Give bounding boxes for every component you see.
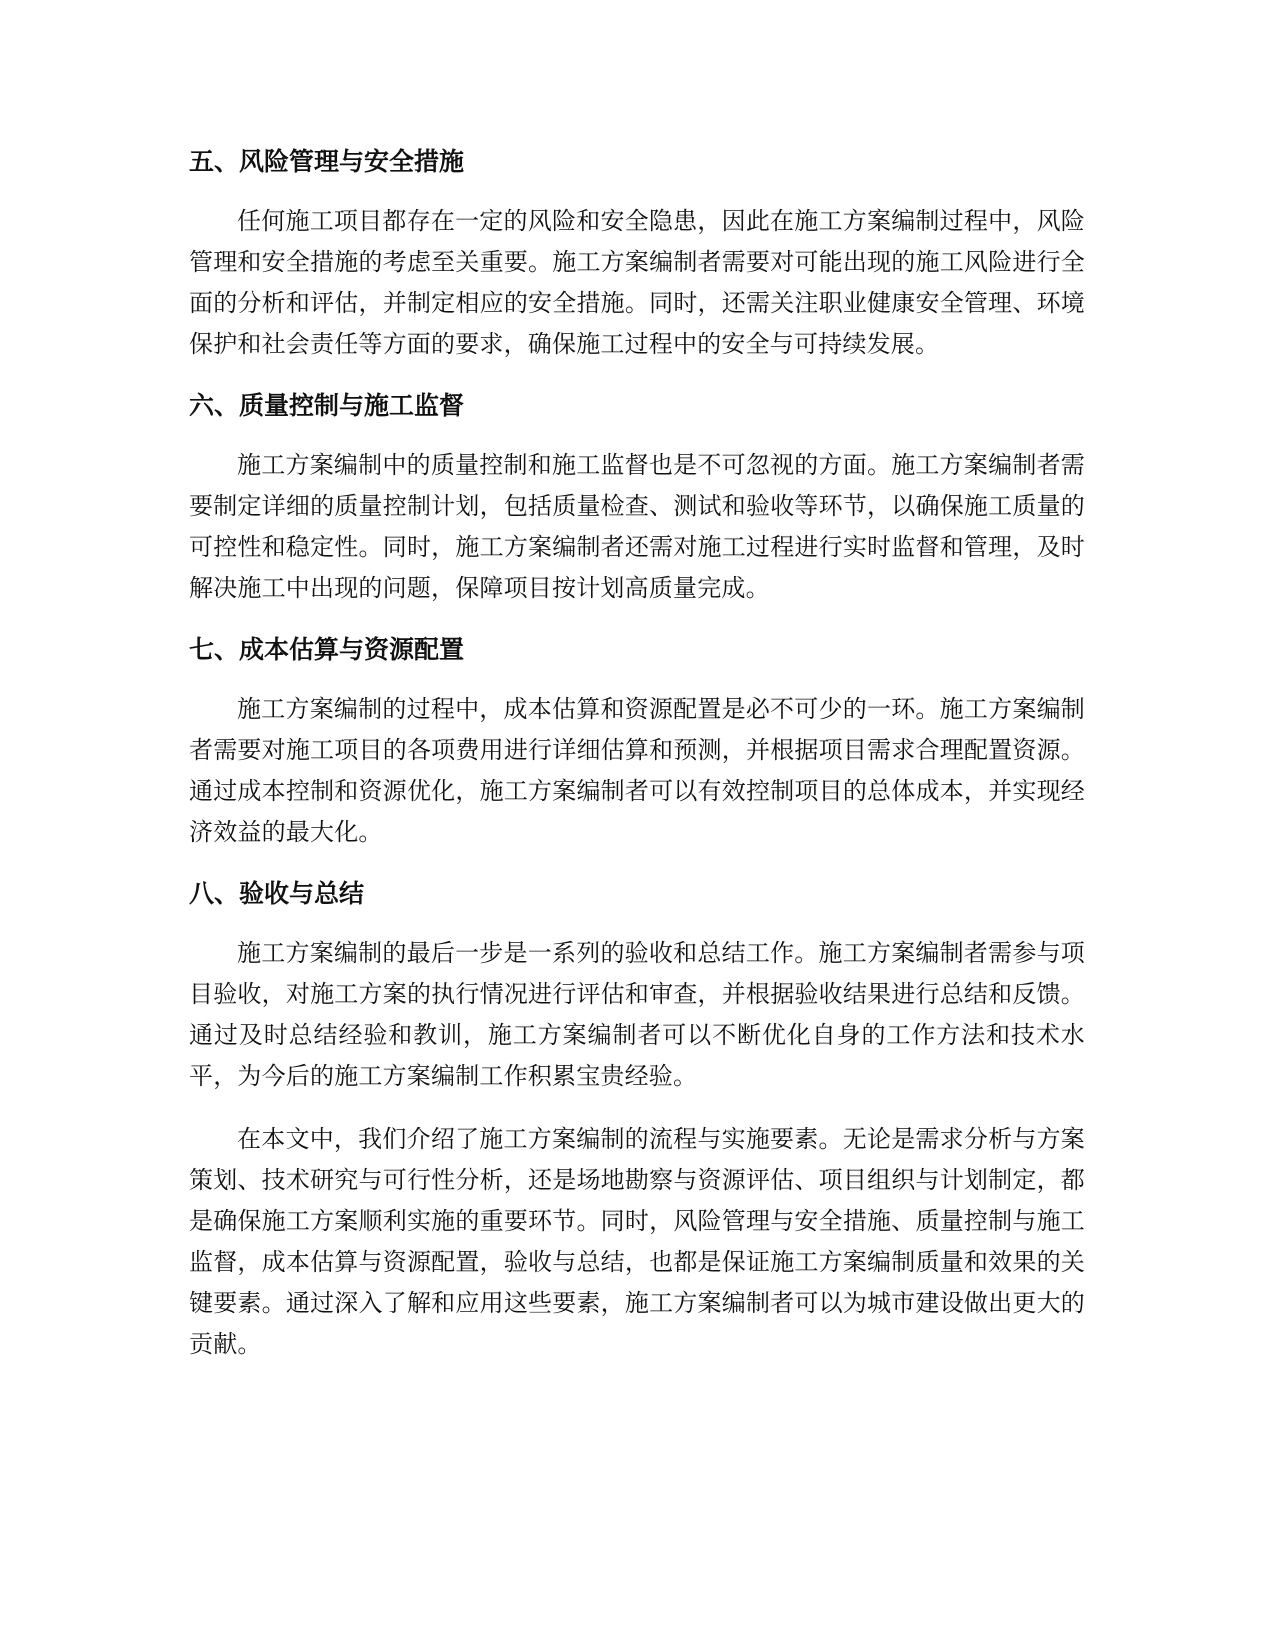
section-heading: 五、风险管理与安全措施 [189, 147, 465, 176]
section-heading: 六、质量控制与施工监督 [189, 391, 465, 420]
conclusion-paragraph: 在本文中，我们介绍了施工方案编制的流程与实施要素。无论是需求分析与方案策划、技术研究与可行性分析，还是场地勘察与资源评估、项目组织与计划制定，都是确保施工方案顺利实施的重要环节。同时，风险管理与安全措施、质量控制与施工监督，成本估算与资源配置，验收与总结，也都是保证施工方案编制质量和效果的关键要素。通过深入了解和应用这些要素，施工方案编制者可以为城市建设做出更大的贡献。 [189, 1125, 1085, 1358]
section-paragraph: 施工方案编制的过程中，成本估算和资源配置是必不可少的一环。施工方案编制者需要对施工项目的各项费用进行详细估算和预测，并根据项目需求合理配置资源。通过成本控制和资源优化，施工方案编制者可以有效控制项目的总体成本，并实现经济效益的最大化。 [189, 695, 1085, 846]
section-acceptance-summary [189, 875, 1085, 1097]
section-quality-control [189, 387, 1085, 609]
section-risk-management [189, 143, 1085, 365]
section-paragraph: 施工方案编制中的质量控制和施工监督也是不可忽视的方面。施工方案编制者需要制定详细的质量控制计划，包括质量检查、测试和验收等环节，以确保施工质量的可控性和稳定性。同时，施工方案编制者还需对施工过程进行实时监督和管理，及时解决施工中出现的问题，保障项目按计划高质量完成。 [189, 451, 1085, 602]
section-paragraph: 施工方案编制的最后一步是一系列的验收和总结工作。施工方案编制者需参与项目验收，对施工方案的执行情况进行评估和审查，并根据验收结果进行总结和反馈。通过及时总结经验和教训，施工方案编制者可以不断优化自身的工作方法和技术水平，为今后的施工方案编制工作积累宝贵经验。 [189, 939, 1085, 1090]
section-cost-estimation [189, 631, 1085, 853]
section-paragraph: 任何施工项目都存在一定的风险和安全隐患，因此在施工方案编制过程中，风险管理和安全措施的考虑至关重要。施工方案编制者需要对可能出现的施工风险进行全面的分析和评估，并制定相应的安全措施。同时，还需关注职业健康安全管理、环境保护和社会责任等方面的要求，确保施工过程中的安全与可持续发展。 [189, 207, 1085, 358]
section-heading: 八、验收与总结 [189, 879, 365, 908]
document-body [189, 143, 1085, 1387]
section-heading: 七、成本估算与资源配置 [189, 635, 465, 664]
